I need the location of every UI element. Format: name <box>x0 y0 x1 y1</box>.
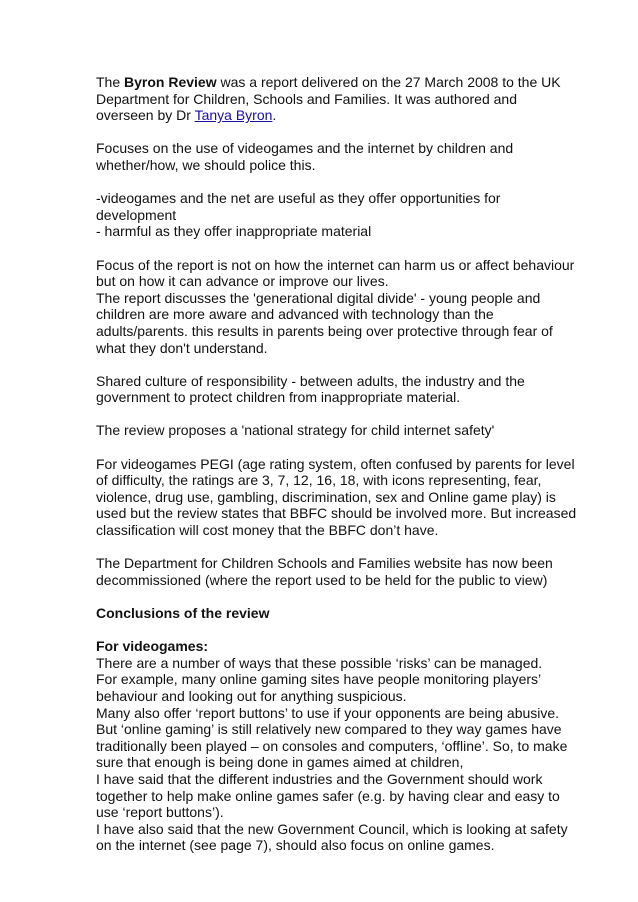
useful-line: -videogames and the net are useful as they offer opportunities for development <box>96 190 501 223</box>
intro-prefix: The <box>96 74 125 90</box>
digital-divide-line: The report discusses the 'generational digital divide' - young people and children are more aware and advanced with technology than the adults/parents. this results in parents being over protective through fear of what they don't understand. <box>96 289 553 356</box>
conclusion-line: There are a number of ways that these possible ‘risks’ can be managed. <box>96 654 543 671</box>
dcsf-paragraph: The Department for Children Schools and Families website has now been decommissioned (where the report used to be held for the public to view) <box>96 555 553 588</box>
conclusion-line: But ‘online gaming’ is still relatively new compared to they way games have traditionally been played – on consoles and computers, ‘offline’. So, to make sure that enough is being done in games aimed at children, <box>96 721 568 771</box>
harmful-line: - harmful as they offer inappropriate material <box>96 223 372 240</box>
intro-suffix: . <box>272 107 277 124</box>
intro-middle: was a report delivered on the 27 March 2008 to the UK Department for Children, Schools and Families. It was authored and overseen by Dr <box>96 74 561 124</box>
conclusion-line: For example, many online gaming sites have people monitoring players’ behaviour and looking out for anything suspicious. <box>96 671 541 704</box>
tanya-byron-link[interactable]: Tanya Byron <box>194 107 273 124</box>
conclusion-line: I have also said that the new Government Council, which is looking at safety on the internet (see page 7), should also focus on online games. <box>96 820 568 854</box>
byron-review-title: Byron Review <box>124 74 217 90</box>
conclusion-line: I have said that the different industries and the Government should work together to help make online games safer (e.g. by having clear and easy to use ‘report buttons’). <box>96 770 560 821</box>
conclusions-heading: Conclusions of the review <box>96 605 270 621</box>
report-focus-line: Focus of the report is not on how the internet can harm us or affect behaviour but on how it can advance or improve our lives. <box>96 256 575 290</box>
videogames-conclusions <box>96 638 578 854</box>
intro-paragraph <box>96 74 578 124</box>
conclusion-line: Many also offer ‘report buttons’ to use if your opponents are being abusive. <box>96 704 560 721</box>
national-strategy-paragraph: The review proposes a 'national strategy for child internet safety' <box>96 422 495 439</box>
shared-culture-paragraph: Shared culture of responsibility - between adults, the industry and the government to protect children from inappropriate material. <box>96 372 525 406</box>
focus-paragraph: Focuses on the use of videogames and the internet by children and whether/how, we should police this. <box>96 140 514 173</box>
pegi-paragraph: For videogames PEGI (age rating system, often confused by parents for level of difficulty, the ratings are 3, 7, 12, 16, 18, with icons representing, fear, violence, drug use, gambling, discrimination, sex and Online game play) is used but the review states that BBFC should be involved more. But increased classification will cost money that the BBFC don’t have. <box>96 455 577 539</box>
useful-harmful-paragraph <box>96 190 578 240</box>
report-focus-paragraph <box>96 257 578 357</box>
videogames-heading: For videogames: <box>96 638 209 655</box>
